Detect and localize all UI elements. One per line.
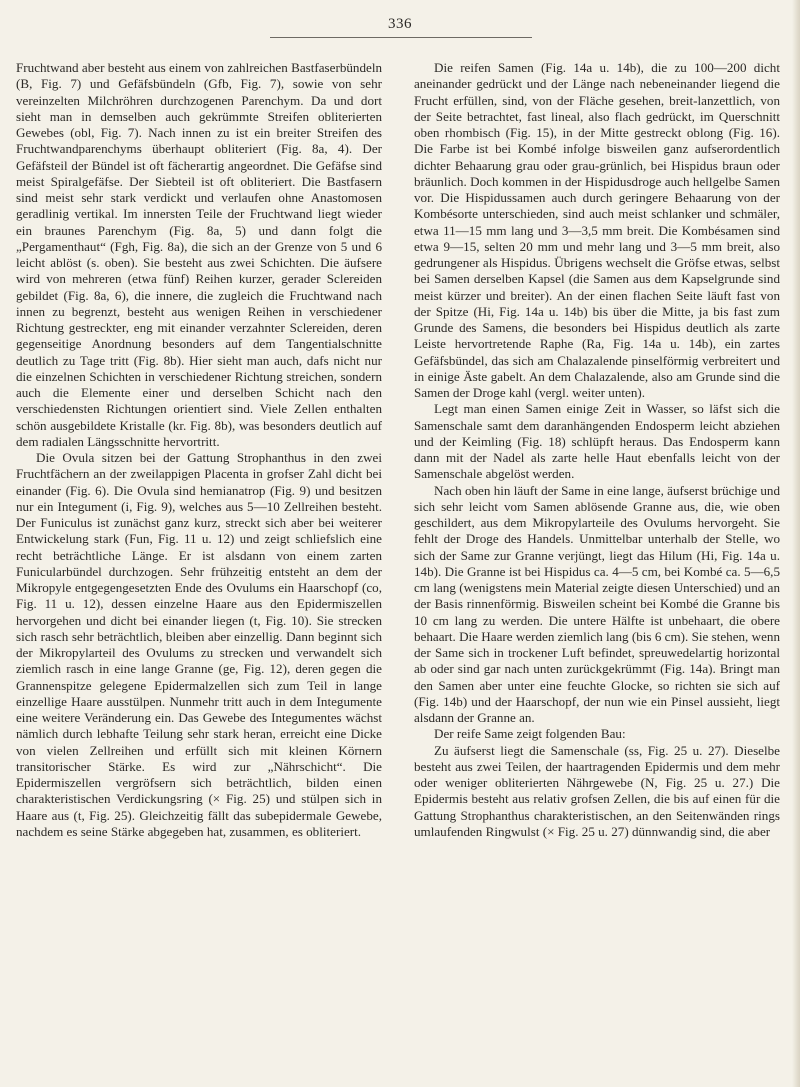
header-rule — [270, 37, 532, 38]
right-column — [414, 60, 780, 840]
paragraph: Legt man einen Samen einige Zeit in Wasser, so läfst sich die Samenschale samt dem daranhängenden Endosperm leicht abziehen und der Keimling (Fig. 18) schlüpft heraus. Das Endosperm kann dann mit der Nadel als zarte helle Haut ebenfalls leicht von der Samenschale abgelöst werden. — [414, 401, 780, 482]
paragraph: Die reifen Samen (Fig. 14a u. 14b), die zu 100—200 dicht aneinander gedrückt und der Länge nach nebeneinander liegend die Frucht erfüllen, sind, von der Fläche gesehen, breit-lanzettlich, von der Seite betrachtet, fast lineal, also flach gedrückt, im Querschnitt oben rhombisch (Fig. 15), in der Mitte gestreckt oblong (Fig. 16). Die Farbe ist bei Kombé infolge bisweilen ganz aufserordentlich dichter Behaarung grau oder grau-grünlich, bei Hispidus braun oder bräunlich. Doch kommen in der Hispidusdroge auch hellgelbe Samen vor. Die Hispidussamen auch durch geringere Behaarung von der Kombésorte unterschieden, sind auch meist schlanker und schmäler, etwa 11—15 mm lang und 3—3,5 mm breit. Die Kombésamen sind etwa 9—15, selten 20 mm und mehr lang und 3—5 mm breit, also gedrungener als Hispidus. Übrigens wechselt die Gröfse etwas, selbst bei Samen derselben Kapsel (die Samen aus dem Kapselgrunde sind meist kürzer und breiter). An der einen flachen Seite läuft fast von der Spitze (Hi, Fig. 14a u. 14b) bis über die Mitte, ja bis fast zum Grunde des Samens, die besonders bei Hispidus deutlich als zarte Leiste hervortretende Raphe (Ra, Fig. 14a u. 14b), ein zartes Gefäfsbündel, das sich am Chalazalende pinselförmig verbreitert und in einige Äste gabelt. An dem Chalazalende, also am Grunde sind die Samen der Droge kahl (vergl. weiter unten). — [414, 60, 780, 400]
paragraph: Der reife Same zeigt folgenden Bau: — [434, 726, 626, 742]
paragraph: Fruchtwand aber besteht aus einem von zahlreichen Bastfaserbündeln (B, Fig. 7) und Gefäfsbündeln (Gfb, Fig. 7), sowie von sehr vereinzelten Milchröhren durchzogenen Parenchym. Da und dort sieht man in demselben auch gekrümmte Streifen obliterierten Gewebes (obl, Fig. 7). Nach innen zu ist ein breiter Streifen des Fruchtwandparenchyms überhaupt obliteriert (Fig. 8a, 4). Der Gefäfsteil der Bündel ist oft fächerartig angeordnet. Die Gefäfse sind meist Spiralgefäfse. Der Siebteil ist oft obliteriert. Die Bastfasern sind meist sehr stark verdickt und verlaufen ohne Anastomosen geradlinig vertikal. Im innersten Teile der Fruchtwand liegt wieder ein braunes Parenchym (Fig. 8a, 5) und dann folgt die „Pergamenthaut“ (Fgh, Fig. 8a), die sich an der Grenze von 5 und 6 leicht ablöst (s. oben). Sie besteht aus zwei Schichten. Die äufsere wird von mehreren (etwa fünf) Reihen kurzer, gerader Sclereiden gebildet (Fig. 8a, 6), die innere, die zugleich die Fruchtwand nach innen zu begrenzt, besteht aus wenigen Reihen in verschiedener Richtung gestreckter, eng mit einander verzahnter Sclereiden, deren gegenseitige Anordnung besonders auf dem Tangentialschnitte deutlich zu Tage tritt (Fig. 8b). Hier sieht man auch, dafs nicht nur die einzelnen Schichten in verschiedener Richtung streichen, sondern auch die Elemente einer und derselben Schicht nach den verschiedensten Richtungen orientiert sind. Viele Zellen enthalten schön ausgebildete Kristalle (kr. Fig. 8b), was besonders deutlich auf dem radialen Längsschnitte hervortritt. — [16, 60, 382, 449]
paragraph: Die Ovula sitzen bei der Gattung Strophanthus in den zwei Fruchtfächern an der zweilappigen Placenta in grofser Zahl dicht bei einander (Fig. 6). Die Ovula sind hemianatrop (Fig. 9) und besitzen nur ein Integument (i, Fig. 9), welches aus 5—10 Zellreihen besteht. Der Funiculus ist zunächst ganz kurz, streckt sich aber bei weiterer Entwickelung stark (Fun, Fig. 11 u. 12) und zeigt schliefslich eine recht beträchtliche Länge. Er ist alsdann von einem zarten Funicularbündel durchzogen. Sehr frühzeitig entsteht an dem der Mikropyle entgegengesetzten Ende des Ovulums ein Haarschopf (co, Fig. 11 u. 12), dessen einzelne Haare aus den Epidermiszellen hervorgehen und dicht bei einander liegen (t, Fig. 10). Sie strecken sich rasch sehr beträchtlich, bleiben aber einzellig. Dann beginnt sich der Mikropylarteil des Ovulums zu strecken und verwandelt sich ziemlich rasch in eine lange Granne (ge, Fig. 12), deren gegen die Grannenspitze gelegene Epidermalzellen sich zum Teil in lange einzellige Haare ausstülpen. Nunmehr tritt auch in dem Integumente eine weitere Veränderung ein. Das Gewebe des Integumentes wächst nämlich durch lebhafte Teilung sehr stark heran, erreicht eine Dicke von vielen Zellreihen und erfüllt sich mit kleinen Körnern transitorischer Stärke. Es wird zur „Nährschicht“. Die Epidermiszellen vergröfsern sich beträchtlich, bilden einen charakteristischen Verdickungsring (× Fig. 25) und stülpen sich in Haare aus (t, Fig. 25). Gleichzeitig fällt das subepidermale Gewebe, nachdem es seine Stärke abgegeben hat, zusammen, es obliteriert. — [16, 450, 382, 839]
paragraph: Nach oben hin läuft der Same in eine lange, äufserst brüchige und sich sehr leicht vom Samen ablösende Granne aus, die, wie oben geschildert, aus dem Mikropylarteile des Ovulums hervorgeht. Sie fehlt der Droge des Handels. Unmittelbar unterhalb der Stelle, wo sich der Same zur Granne verjüngt, liegt das Hilum (Hi, Fig. 14a u. 14b). Die Granne ist bei Hispidus ca. 4—5 cm, bei Kombé ca. 5—6,5 cm lang (wenigstens mein Material zeigte diesen Unterschied) und an der Basis rinnenförmig. Bisweilen scheint bei Kombé die Granne bis 10 cm lang zu werden. Die untere Hälfte ist unbehaart, die obere behaart. Die Haare werden ziemlich lang (bis 6 cm). Sie stehen, wenn der Same sich in trockener Luft befindet, spreuwedelartig horizontal ab oder sind gar nach unten zurückgekrümmt (Fig. 14a). Bringt man den Samen aber unter eine feuchte Glocke, so richten sie sich auf (Fig. 14b) und der Haarschopf, der nun wie ein Pinsel aussieht, liegt alsdann der Granne an. — [414, 482, 780, 725]
left-column — [16, 60, 382, 840]
page-edge-shadow — [792, 0, 800, 1087]
page-number: 336 — [388, 16, 412, 32]
paragraph: Zu äufserst liegt die Samenschale (ss, Fig. 25 u. 27). Dieselbe besteht aus zwei Teilen, der haartragenden Epidermis und dem mehr oder weniger obliterierten Nährgewebe (N, Fig. 25 u. 27.) Die Epidermis besteht aus relativ grofsen Zellen, die bis auf einen für die Gattung Strophanthus charakteristischen, an den Seitenwänden rings umlaufenden Ringwulst (× Fig. 25 u. 27) dünnwandig sind, die aber — [414, 742, 780, 839]
